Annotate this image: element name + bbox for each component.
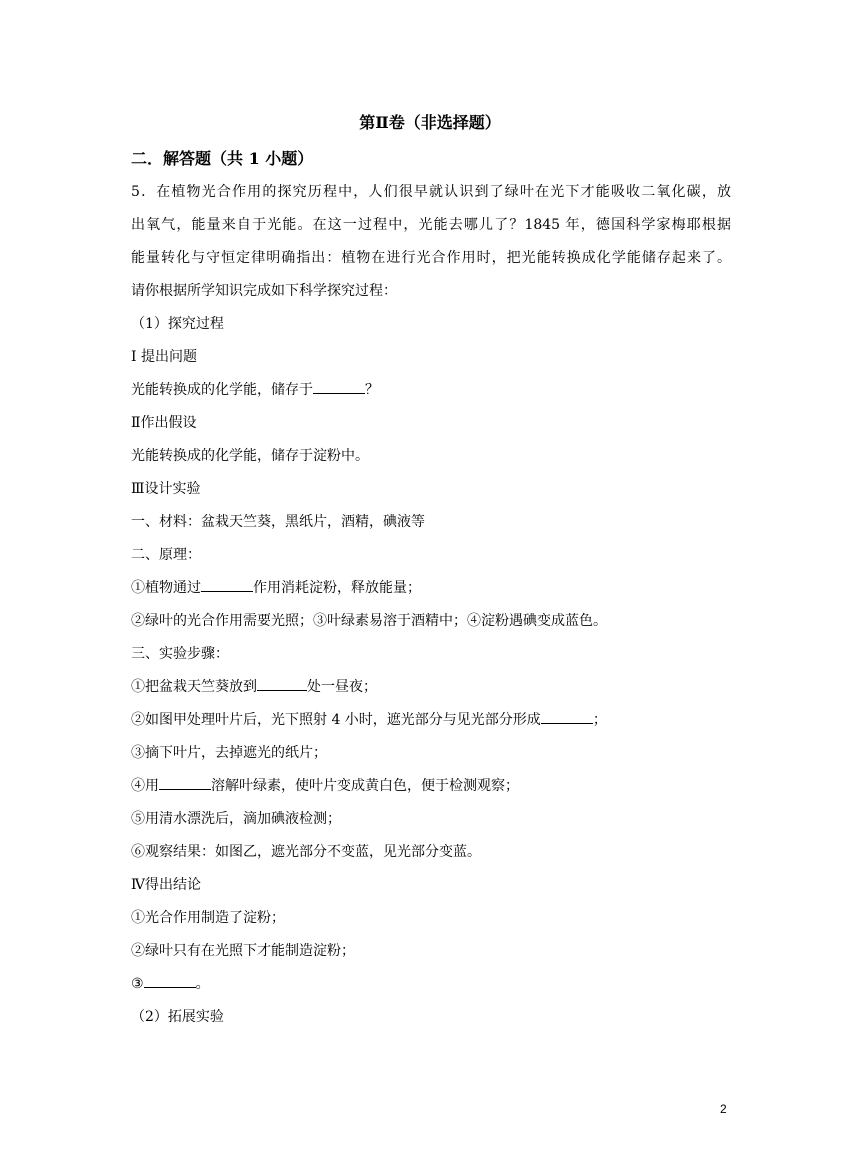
procedure-step-4	[131, 770, 731, 803]
hypothesis-text: 光能转换成的化学能，储存于淀粉中。	[131, 448, 369, 464]
text-span: ①把盆栽天竺葵放到	[131, 679, 257, 695]
text-span: ④用	[131, 778, 159, 794]
question-body	[131, 176, 731, 1034]
text-span: ③	[131, 976, 144, 992]
text-span: ②如图甲处理叶片后，光下照射 4 小时，遮光部分与见光部分形成	[131, 712, 541, 728]
principle-1	[131, 572, 731, 605]
question-line: 出氧气，能量来自于光能。在这一过程中，光能去哪儿了？1845 年，德国科学家梅耶根据	[131, 217, 731, 233]
part-title: 第Ⅱ卷（非选择题）	[359, 113, 501, 132]
question-line: 能量转化与守恒定律明确指出：植物在进行光合作用时，把光能转换成化学能储存起来了。	[131, 250, 731, 266]
text-span: ①植物通过	[131, 580, 201, 596]
text-span: 溶解叶绿素，使叶片变成黄白色，便于检测观察；	[211, 778, 519, 794]
part-1-label: （1）探究过程	[131, 316, 224, 332]
step-heading-hypothesis: Ⅱ作出假设	[131, 415, 197, 431]
step-heading-conclusion: Ⅳ得出结论	[131, 877, 201, 893]
step-heading-question: I 提出问题	[131, 349, 197, 365]
step-heading-design: Ⅲ设计实验	[131, 481, 201, 497]
procedure-step-1	[131, 671, 731, 704]
text-span: ？	[365, 382, 379, 398]
answer-blank[interactable]	[541, 709, 593, 724]
section-title: 二．解答题（共 1 小题）	[131, 149, 314, 168]
text-span: 。	[195, 976, 210, 992]
text-span: 处一昼夜；	[307, 679, 377, 695]
conclusion-1: ①光合作用制造了淀粉；	[131, 910, 285, 926]
part-2-label: （2）拓展实验	[131, 1009, 224, 1025]
conclusion-2: ②绿叶只有在光照下才能制造淀粉；	[131, 943, 355, 959]
answer-blank[interactable]	[144, 973, 196, 988]
procedure-step-2	[131, 704, 731, 737]
procedure-step-6: ⑥观察结果：如图乙，遮光部分不变蓝，见光部分变蓝。	[131, 844, 481, 860]
principle-2: ②绿叶的光合作用需要光照；③叶绿素易溶于酒精中；④淀粉遇碘变成蓝色。	[131, 613, 607, 629]
answer-blank[interactable]	[159, 775, 211, 790]
text-span: 作用消耗淀粉，释放能量；	[253, 580, 421, 596]
text-span: ；	[592, 712, 607, 728]
answer-blank[interactable]	[257, 676, 307, 691]
answer-blank[interactable]	[313, 379, 365, 394]
materials-text: 一、材料：盆栽天竺葵，黑纸片，酒精，碘液等	[131, 514, 425, 530]
conclusion-3	[131, 968, 731, 1001]
question-line: 5．在植物光合作用的探究历程中，人们很早就认识到了绿叶在光下才能吸收二氧化碳，放	[131, 184, 731, 200]
text-span: 光能转换成的化学能，储存于	[131, 382, 313, 398]
page-number: 2	[720, 1102, 727, 1116]
question-line: 请你根据所学知识完成如下科学探究过程：	[131, 283, 397, 299]
procedure-step-3: ③摘下叶片，去掉遮光的纸片；	[131, 745, 327, 761]
procedure-step-5: ⑤用清水漂洗后，滴加碘液检测；	[131, 811, 341, 827]
question-statement	[131, 374, 731, 407]
principle-title: 二、原理：	[131, 547, 201, 563]
procedure-title: 三、实验步骤：	[131, 646, 229, 662]
answer-blank[interactable]	[201, 577, 253, 592]
